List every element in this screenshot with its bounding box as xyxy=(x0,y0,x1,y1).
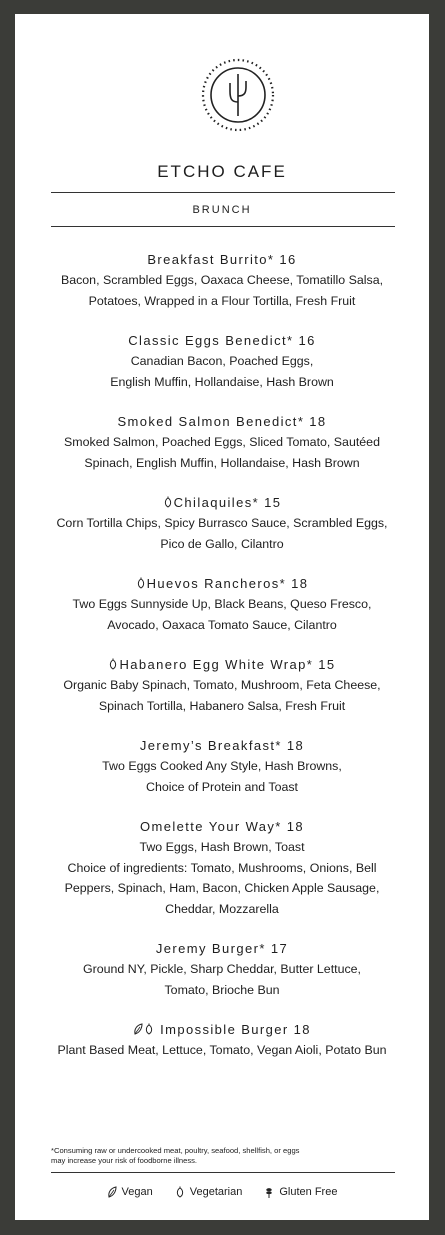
legend-vegetarian xyxy=(175,1186,243,1198)
item-name: Jeremy’s Breakfast* 18 xyxy=(139,738,305,753)
vegetarian-icon xyxy=(144,1023,154,1035)
item-name: Smoked Salmon Benedict* 18 xyxy=(117,414,327,429)
vegetarian-icon xyxy=(163,496,173,508)
item-name: Impossible Burger 18 xyxy=(15,1020,429,1040)
legend-gluten-free xyxy=(264,1186,337,1198)
wheat-icon xyxy=(264,1186,274,1198)
item-name: Huevos Rancheros* 18 xyxy=(15,574,429,594)
item-description: Plant Based Meat, Lettuce, Tomato, Vegan Aioli, Potato Bun xyxy=(57,1043,387,1057)
menu-item xyxy=(15,331,429,392)
legend-label: Vegan xyxy=(121,1186,153,1198)
restaurant-title: ETCHO CAFE xyxy=(157,162,287,181)
legend-vegan xyxy=(107,1186,153,1198)
item-name: Breakfast Burrito* 16 xyxy=(147,252,297,267)
menu-list xyxy=(15,250,429,1081)
menu-item xyxy=(15,250,429,311)
item-description: Bacon, Scrambled Eggs, Oaxaca Cheese, Tomatillo Salsa, Potatoes, Wrapped in a Flour Tortilla, Fresh Fruit xyxy=(60,273,384,308)
item-name: Habanero Egg White Wrap* 15 xyxy=(15,655,429,675)
divider xyxy=(51,192,395,193)
menu-item xyxy=(15,817,429,919)
item-name: Classic Eggs Benedict* 16 xyxy=(128,333,316,348)
menu-item xyxy=(15,574,429,635)
menu-page xyxy=(15,14,429,1220)
menu-item xyxy=(15,493,429,554)
item-description: Organic Baby Spinach, Tomato, Mushroom, Feta Cheese, Spinach Tortilla, Habanero Salsa, Fresh Fruit xyxy=(63,678,381,713)
menu-item xyxy=(15,736,429,797)
vegetarian-icon xyxy=(175,1186,185,1198)
menu-item xyxy=(15,412,429,473)
divider xyxy=(51,1172,395,1173)
item-description: Two Eggs Cooked Any Style, Hash Browns, Choice of Protein and Toast xyxy=(102,759,342,794)
menu-item xyxy=(15,655,429,716)
section-heading: BRUNCH xyxy=(192,204,252,216)
menu-item xyxy=(15,939,429,1000)
menu-item xyxy=(15,1020,429,1061)
cactus-logo-icon xyxy=(201,58,275,132)
leaf-icon xyxy=(133,1023,143,1035)
item-description: Smoked Salmon, Poached Eggs, Sliced Tomato, Sautéed Spinach, English Muffin, Hollandaise, Hash Brown xyxy=(64,435,380,470)
item-description: Canadian Bacon, Poached Eggs, English Muffin, Hollandaise, Hash Brown xyxy=(110,354,334,389)
item-name: Omelette Your Way* 18 xyxy=(139,819,305,834)
divider xyxy=(51,226,395,227)
leaf-icon xyxy=(107,1186,117,1198)
diet-legend xyxy=(15,1186,429,1198)
vegetarian-icon xyxy=(136,577,146,589)
item-name: Jeremy Burger* 17 xyxy=(155,941,289,956)
legend-label: Gluten Free xyxy=(279,1186,338,1198)
foodborne-illness-disclaimer: *Consuming raw or undercooked meat, poultry, seafood, shellfish, or eggs may increase your risk of foodborne illness. xyxy=(51,1146,300,1165)
item-description: Two Eggs, Hash Brown, Toast Choice of ingredients: Tomato, Mushrooms, Onions, Bell Peppers, Spinach, Ham, Bacon, Chicken Apple Sausage, Cheddar, Mozzarella xyxy=(64,840,380,916)
legend-label: Vegetarian xyxy=(189,1186,243,1198)
vegetarian-icon xyxy=(108,658,118,670)
item-description: Ground NY, Pickle, Sharp Cheddar, Butter Lettuce, Tomato, Brioche Bun xyxy=(82,962,362,997)
item-name: Chilaquiles* 15 xyxy=(15,493,429,513)
item-description: Two Eggs Sunnyside Up, Black Beans, Queso Fresco, Avocado, Oaxaca Tomato Sauce, Cilantro xyxy=(72,597,372,632)
item-description: Corn Tortilla Chips, Spicy Burrasco Sauce, Scrambled Eggs, Pico de Gallo, Cilantro xyxy=(56,516,388,551)
